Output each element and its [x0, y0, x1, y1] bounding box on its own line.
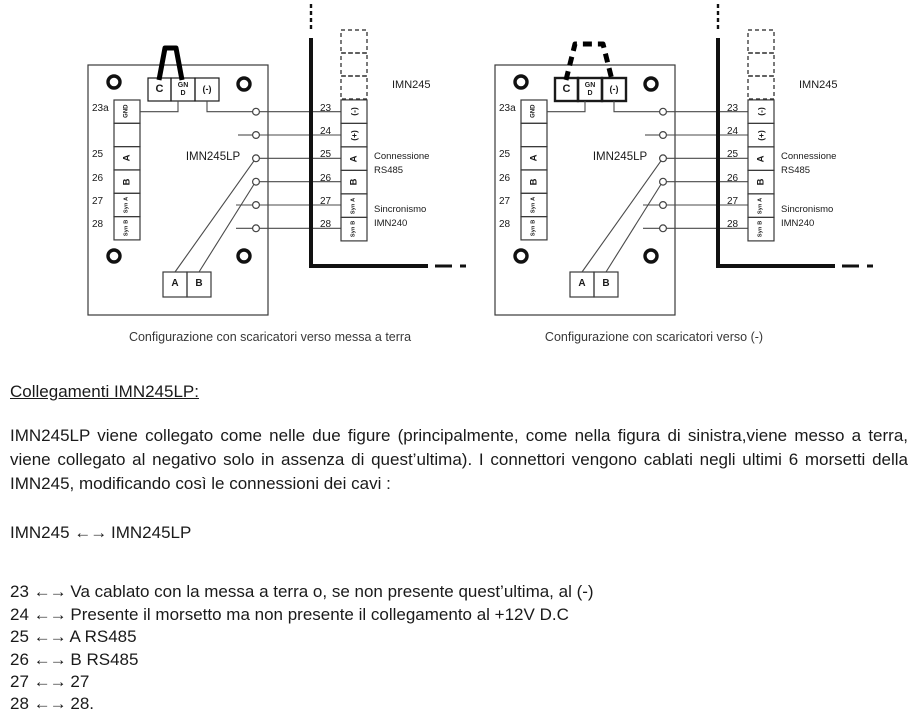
- left-terminal-label: A: [121, 154, 133, 161]
- left-terminal-number: 25: [499, 149, 511, 160]
- connection-points: [253, 108, 260, 231]
- mapping-from: 28: [10, 694, 29, 714]
- terminal-neg: (-): [609, 83, 619, 94]
- strip-terminal-label: Syn A: [757, 197, 764, 214]
- left-terminal-number: 23a: [499, 103, 516, 114]
- left-terminal-number: 26: [92, 173, 104, 184]
- left-terminal-number: 28: [499, 219, 511, 230]
- rs485-annotation: Connessione RS485: [781, 151, 837, 176]
- mapping-row: [10, 626, 908, 648]
- figure-caption-right: Configurazione con scaricatori verso (-): [544, 330, 764, 344]
- connection-points: [660, 108, 667, 231]
- strip-terminal-label: Syn B: [350, 220, 357, 238]
- left-terminal-number: 26: [499, 173, 511, 184]
- strip-dashed-boxes: [748, 30, 774, 99]
- mapping-row: [10, 649, 908, 671]
- strip-terminal-label: (-): [348, 107, 359, 116]
- strip-number: 24: [319, 126, 332, 137]
- strip-label: IMN245: [392, 79, 431, 91]
- board-label: IMN245LP: [592, 151, 648, 163]
- board-label: IMN245LP: [185, 151, 241, 163]
- strip-label: IMN245: [799, 79, 838, 91]
- mapping-to: 27: [70, 672, 90, 692]
- strip-dashed-boxes: [341, 30, 367, 99]
- strip-number: 27: [726, 196, 739, 207]
- rs485-annotation: Connessione RS485: [374, 151, 430, 176]
- bidirectional-arrow: ←→: [33, 604, 66, 624]
- mapping-title-left: IMN245: [10, 523, 70, 542]
- strip-number: 26: [726, 172, 739, 184]
- mapping-row: [10, 581, 908, 603]
- left-terminal-label: Syn A: [530, 196, 537, 213]
- bidirectional-arrow: ←→: [33, 582, 66, 602]
- bottom-terminal-b: B: [195, 278, 203, 290]
- strip-number: 23: [726, 102, 739, 114]
- strip-terminal-label: B: [755, 178, 767, 186]
- strip-terminal-label: Syn B: [757, 220, 764, 238]
- strip-terminal-label: (-): [755, 107, 766, 116]
- mapping-to: 28.: [70, 694, 95, 714]
- left-terminal-label: GND: [530, 104, 537, 119]
- strip-terminal-label: (+): [755, 129, 766, 141]
- terminal-c: C: [562, 82, 571, 95]
- sync-annotation: Sincronismo IMN240: [374, 204, 427, 229]
- left-terminal-number: 27: [92, 196, 104, 207]
- bidirectional-arrow: ←→: [33, 627, 66, 647]
- wiring-graphics-negative: [493, 0, 918, 326]
- bottom-terminal-a: A: [578, 278, 586, 290]
- left-terminal-label: A: [528, 154, 540, 161]
- mapping-title: [10, 522, 908, 544]
- strip-terminal-label: A: [755, 155, 767, 163]
- diagram-ground-config: [86, 0, 548, 362]
- jumper-loop-solid: [159, 48, 182, 80]
- strip-number: 25: [319, 149, 332, 161]
- strip-number: 26: [319, 172, 332, 184]
- figure-caption-left: Configurazione con scaricatori verso messa a terra: [128, 330, 412, 344]
- mapping-from: 25: [10, 627, 29, 647]
- mapping-to: Presente il morsetto ma non presente il collegamento al +12V D.C: [70, 604, 569, 624]
- mapping-list: [10, 581, 908, 715]
- mapping-title-right: IMN245LP: [111, 523, 192, 542]
- text-section: [10, 362, 908, 716]
- sync-annotation: Sincronismo IMN240: [781, 204, 834, 229]
- strip-number: 25: [726, 149, 739, 161]
- left-terminal-number: 28: [92, 219, 104, 230]
- left-terminal-number: 23a: [92, 103, 109, 114]
- section-heading: Collegamenti IMN245LP:: [10, 382, 199, 401]
- wiring-graphics-ground: [86, 0, 548, 326]
- mapping-row: [10, 693, 908, 715]
- bottom-terminal-a: A: [171, 278, 179, 290]
- jumper-loop-dashed: [566, 44, 612, 80]
- strip-number: 24: [726, 126, 739, 137]
- bottom-terminal-b: B: [602, 278, 610, 290]
- mapping-to: B RS485: [70, 649, 139, 669]
- left-terminal-number: 25: [92, 149, 104, 160]
- bidirectional-arrow: ←→: [74, 523, 107, 542]
- mapping-to: Va cablato con la messa a terra o, se non presente quest’ultima, al (-): [70, 582, 594, 602]
- strip-number: 27: [319, 196, 332, 207]
- mapping-from: 26: [10, 649, 29, 669]
- left-terminal-label: Syn A: [123, 196, 130, 213]
- strip-number: 23: [319, 102, 332, 114]
- mapping-from: 24: [10, 604, 29, 624]
- left-terminal-label: GND: [123, 104, 130, 119]
- mapping-row: [10, 671, 908, 693]
- strip-terminal-label: B: [348, 178, 360, 186]
- bidirectional-arrow: ←→: [33, 694, 66, 714]
- mapping-row: [10, 604, 908, 626]
- bidirectional-arrow: ←→: [33, 649, 66, 669]
- left-terminal-label: Syn B: [123, 219, 130, 236]
- left-terminal-label: B: [528, 178, 540, 185]
- terminal-gnd: GND: [177, 82, 189, 97]
- mapping-from: 23: [10, 582, 29, 602]
- strip-terminal-label: A: [348, 155, 360, 163]
- strip-terminal-label: (+): [348, 129, 359, 141]
- bidirectional-arrow: ←→: [33, 672, 66, 692]
- left-terminal-label: B: [121, 178, 133, 185]
- strip-number: 28: [319, 219, 332, 231]
- mapping-to: A RS485: [69, 627, 137, 647]
- left-terminal-label: Syn B: [530, 219, 537, 236]
- mapping-from: 27: [10, 672, 29, 692]
- left-terminal-number: 27: [499, 196, 511, 207]
- strip-number: 28: [726, 219, 739, 231]
- terminal-gnd: GND: [584, 82, 596, 97]
- diagram-negative-config: [493, 0, 918, 362]
- strip-terminal-label: Syn A: [350, 197, 357, 214]
- terminal-neg: (-): [202, 83, 212, 94]
- terminal-c: C: [155, 82, 164, 95]
- body-paragraph: IMN245LP viene collegato come nelle due figure (principalmente, come nella figura di sinistra,viene messo a terra, viene collegato al negativo solo in assenza di quest’ultima). I connettori vengono cablati negli ultimi 6 morsetti della IMN245, modificando così le connessioni dei cavi :: [10, 426, 908, 493]
